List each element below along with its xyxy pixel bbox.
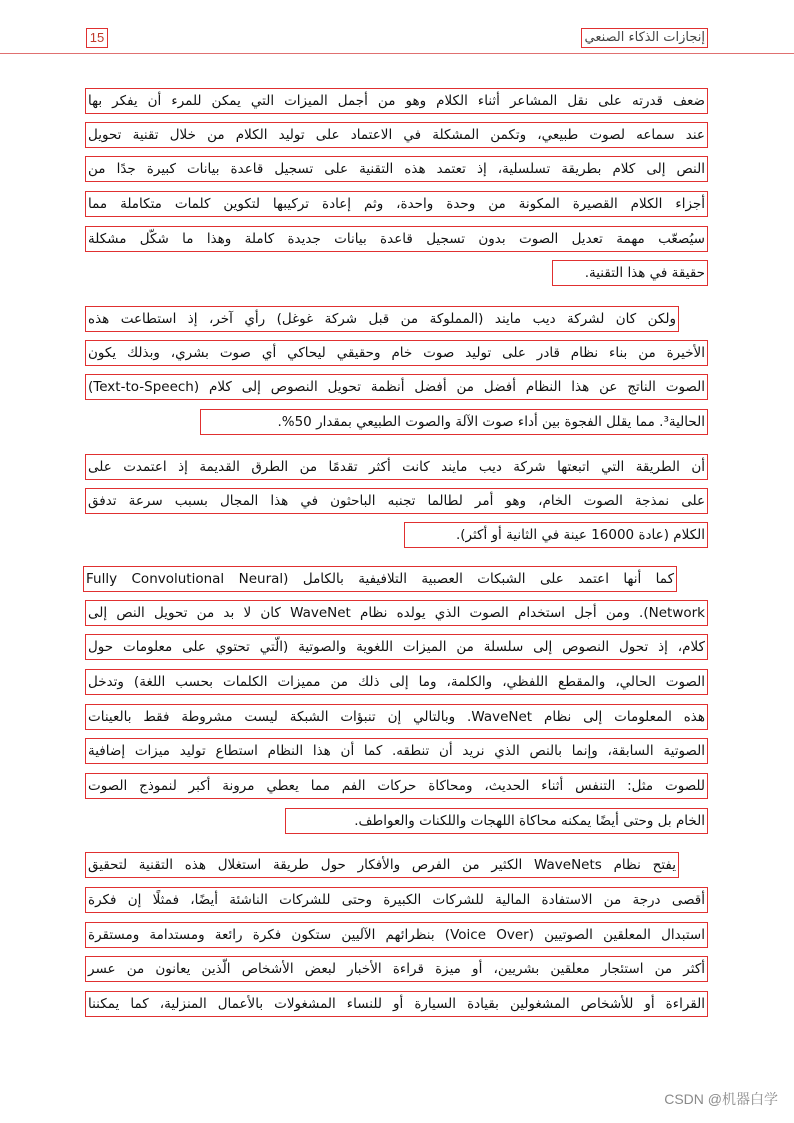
text-line: ضعف قدرته على نقل المشاعر أثناء الكلام وهو من أجمل الميزات التي يمكن للمرء أن يفكر بها (85, 88, 708, 114)
text-line: كلام، إذ تحول النصوص إلى سلسلة من الميزات اللغوية والصوتية (الّتي تحتوي على معلومات حول (85, 634, 708, 660)
running-header-title: إنجازات الذكاء الصنعي (581, 28, 708, 48)
page-number: 15 (86, 28, 108, 48)
watermark: CSDN @机器白学 (664, 1091, 778, 1107)
text-line: أجزاء الكلام القصيرة المكونة من وحدة واحدة، وثم إعادة تركيبها لتكوين كلمات متكاملة مما (85, 191, 708, 217)
text-line: حقيقة في هذا التقنية. (552, 260, 708, 286)
text-line: الكلام (عادة 16000 عينة في الثانية أو أكثر). (404, 522, 708, 548)
text-line: هذه المعلومات إلى نظام WaveNet. وبالتالي إن تنبؤات الشبكة ليست مشروطة فقط بالعينات (85, 704, 708, 730)
text-line: الصوتية السابقة، وإنما بالنص الذي نريد أن تنطقه. كما أن هذا النظام استطاع توليد ميزات إضافية (85, 738, 708, 764)
text-line: سيُصعّب مهمة تعديل الصوت بدون تسجيل قاعدة بيانات جديدة كاملة وهذا ما شكّل مشكلة (85, 226, 708, 252)
text-line: الصوت الناتج عن هذا النظام أفضل من أفضل أنظمة تحويل النصوص إلى كلام (Text-to-Speech) (85, 374, 708, 400)
text-line: كما أنها اعتمد على الشبكات العصبية التلافيفية بالكامل (Fully Convolutional Neural (83, 566, 677, 592)
text-line: يفتح نظام WaveNets الكثير من الفرص والأفكار حول طريقة استغلال هذه التقنية لتحقيق (85, 852, 679, 878)
text-line: الحالية³. مما يقلل الفجوة بين أداء صوت الآلة والصوت الطبيعي بمقدار 50%. (200, 409, 708, 435)
text-line: الأخيرة من بناء نظام قادر على توليد صوت خام وحقيقي ليحاكي أي صوت بشري، وبذلك يكون (85, 340, 708, 366)
text-line: استبدال المعلقين الصوتيين (Voice Over) بنظرائهم الآليين ستكون فكرة رائعة ومستدامة ومستقرة (85, 922, 708, 948)
text-line: أن الطريقة التي اتبعتها شركة ديب مايند كانت أكثر تقدمًا من الطرق القديمة إذ اعتمدت على (85, 454, 708, 480)
text-line: Network). ومن أجل استخدام الصوت الذي يولده نظام WaveNet كان لا بد من تحويل النص إلى (85, 600, 708, 626)
text-line: عند سماعه لصوت طبيعي، وتكمن المشكلة في الاعتماد على توليد الكلام من خلال تقنية تحويل (85, 122, 708, 148)
text-line: أقصى درجة من الاستفادة المالية للشركات الكبيرة وحتى للشركات الناشئة أيضًا، فمثلًا إن فكرة (85, 887, 708, 913)
text-line: أكثر من استئجار معلقين بشريين، أو ميزة قراءة الأخبار لبعض الأشخاص الّذين يعانون من عسر (85, 956, 708, 982)
text-line: الصوت الحالي، والمقطع اللفظي، والكلمة، وما إلى ذلك من مميزات الكلمات بحسب اللغة) وتدخل (85, 669, 708, 695)
text-line: النص إلى كلام بطريقة تسلسلية، إذ تعتمد هذه التقنية على تسجيل قاعدة بيانات كبيرة جدًا من (85, 156, 708, 182)
header-divider (0, 53, 794, 54)
text-line: الخام بل وحتى أيضًا يمكنه محاكاة اللهجات واللكنات والعواطف. (285, 808, 708, 834)
text-line: القراءة أو للأشخاص المشغولين بقيادة السيارة أو للنساء المشغولات بالأعمال المنزلية، كما يمكننا (85, 991, 708, 1017)
text-line: على نمذجة الصوت الخام، وهو أمر لطالما تجنبه الباحثون في هذا المجال بسبب سرعة تدفق (85, 488, 708, 514)
text-line: للصوت مثل: التنفس أثناء الحديث، ومحاكاة حركات الفم مما يعطي مرونة أكبر لنموذج الصوت (85, 773, 708, 799)
text-line: ولكن كان لشركة ديب مايند (المملوكة من قبل شركة غوغل) رأي آخر، إذ استطاعت هذه (85, 306, 679, 332)
